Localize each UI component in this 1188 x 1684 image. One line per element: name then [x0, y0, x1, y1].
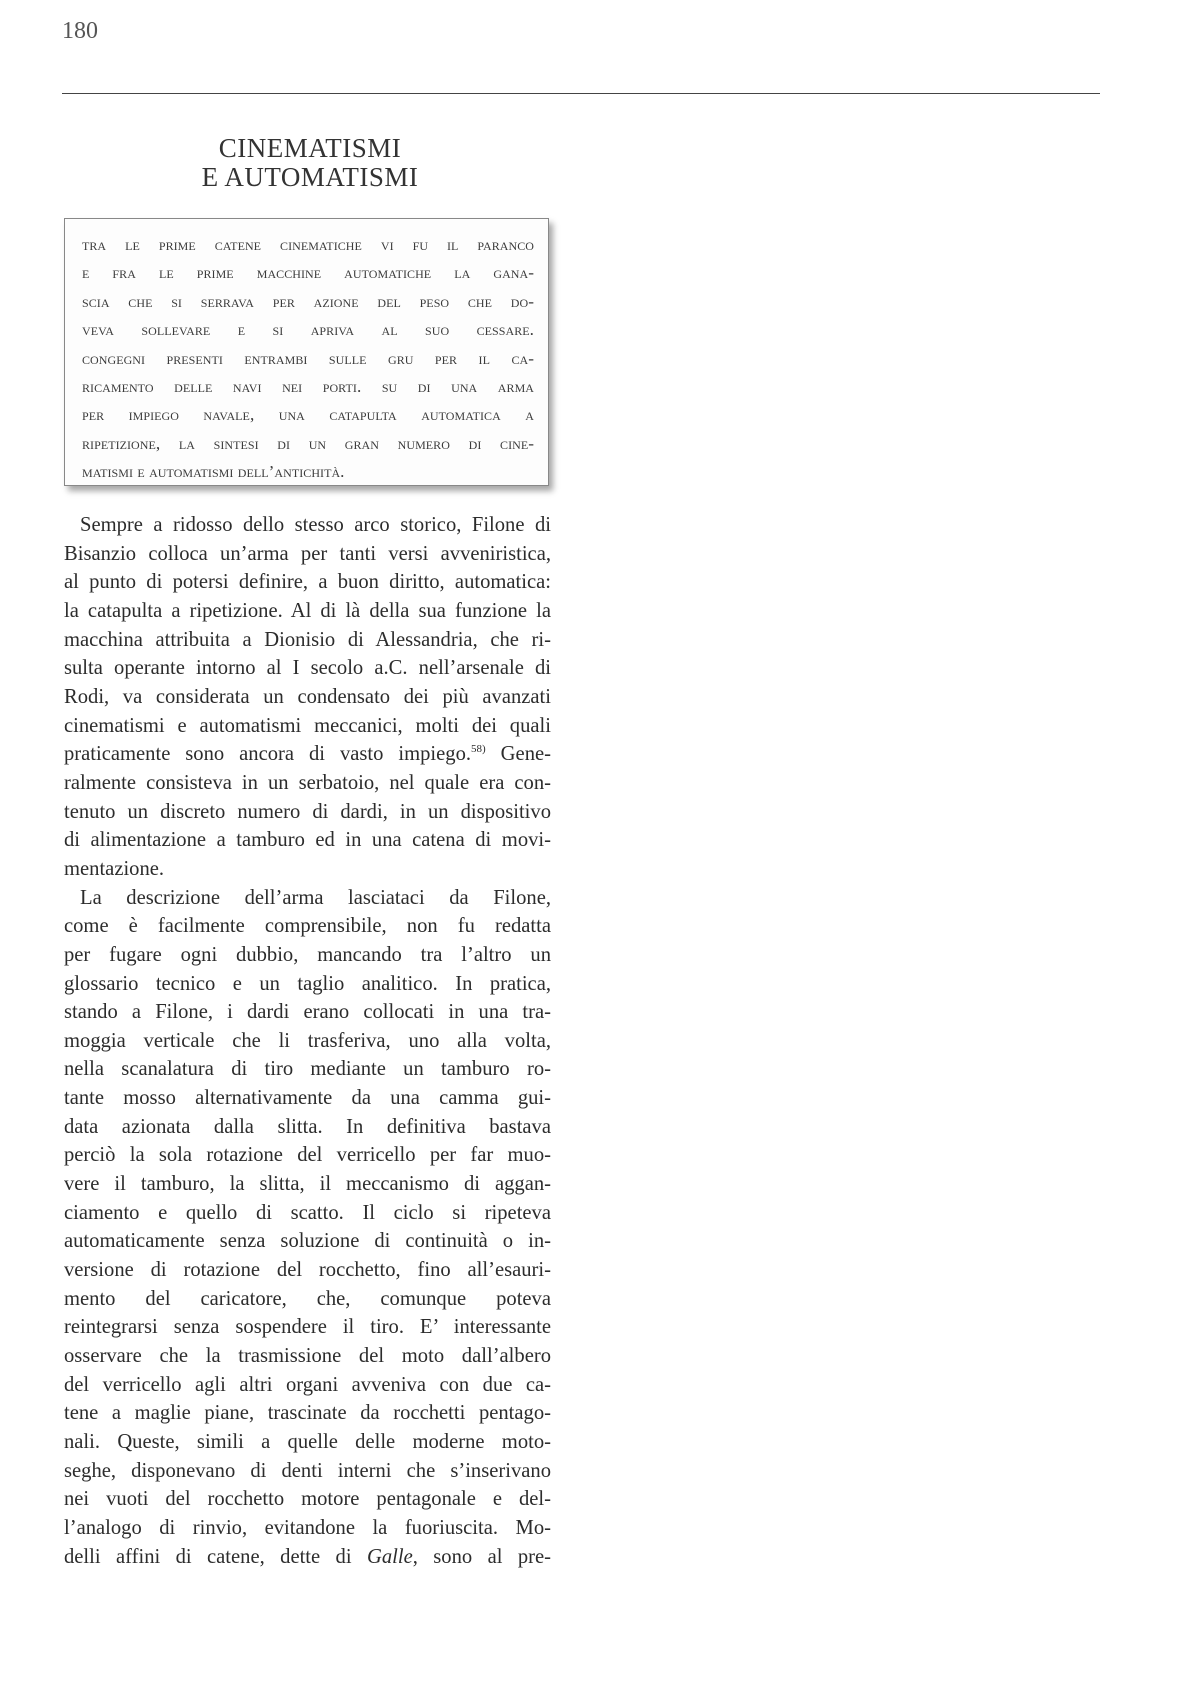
- text-line: vere il tamburo, la slitta, il meccanismo di aggan-: [64, 1173, 551, 1196]
- text-line: nali. Queste, simili a quelle delle moderne moto-: [64, 1431, 551, 1453]
- text-line: come è facilmente comprensibile, non fu redatta: [64, 915, 551, 938]
- abstract-line: ripetizione, la sintesi di un gran numero di cine-: [82, 433, 534, 453]
- text-segment: delli affini di catene, dette di: [64, 1545, 367, 1568]
- abstract-line: veva sollevare e si apriva al suo cessare.: [82, 320, 534, 340]
- chapter-title-line-1: CINEMATISMI: [218, 133, 402, 163]
- abstract-line: matismi e automatismi dell’antichità.: [82, 462, 345, 482]
- abstract-line: scia che si serrava per azione del peso che do-: [82, 291, 534, 311]
- text-line: reintegrarsi senza sospendere il tiro. E’ interessante: [64, 1316, 551, 1339]
- text-line: Bisanzio colloca un’arma per tanti versi avveniristica,: [64, 542, 551, 565]
- text-line: moggia verticale che li trasferiva, uno alla volta,: [64, 1029, 551, 1052]
- text-line: cinematismi e automatismi meccanici, molti dei quali: [64, 714, 551, 737]
- page-number: 180: [62, 18, 98, 44]
- text-line: La descrizione dell’arma lasciataci da Filone,: [80, 886, 551, 909]
- text-segment: Gene-: [485, 743, 551, 766]
- text-line: del verricello agli altri organi avveniva con due ca-: [64, 1373, 551, 1396]
- text-line: Rodi, va considerata un condensato dei più avanzati: [64, 685, 551, 708]
- text-line: al punto di potersi definire, a buon diritto, automatica:: [64, 571, 551, 594]
- body-text: [64, 511, 551, 1571]
- text-line: osservare che la trasmissione del moto dall’albero: [64, 1345, 551, 1368]
- text-line: tenuto un discreto numero di dardi, in un dispositivo: [64, 800, 551, 823]
- text-line: la catapulta a ripetizione. Al di là della sua funzione la: [64, 599, 551, 622]
- text-line: ciamento e quello di scatto. Il ciclo si ripeteva: [64, 1201, 551, 1224]
- text-line: glossario tecnico e un taglio analitico. In pratica,: [64, 972, 551, 995]
- text-line: tene a maglie piane, trascinate da rocchetti pentago-: [64, 1402, 551, 1425]
- text-line-with-italic: [64, 1543, 551, 1572]
- chapter-title: [100, 134, 520, 192]
- text-line: versione di rotazione del rocchetto, fino all’esauri-: [64, 1259, 551, 1282]
- text-line: perciò la sola rotazione del verricello per far muo-: [64, 1144, 551, 1167]
- abstract-line: tra le prime catene cinematiche vi fu il paranco: [82, 235, 534, 254]
- text-line: macchina attribuita a Dionisio di Alessandria, che ri-: [64, 628, 551, 651]
- text-line: l’analogo di rinvio, evitandone la fuoriuscita. Mo-: [64, 1516, 551, 1539]
- text-line: data azionata dalla slitta. In definitiva bastava: [64, 1115, 551, 1138]
- text-line: stando a Filone, i dardi erano collocati in una tra-: [64, 1001, 551, 1024]
- text-line: automaticamente senza soluzione di continuità o in-: [64, 1230, 551, 1253]
- paragraph-1: [64, 511, 551, 884]
- paragraph-2: [64, 884, 551, 1572]
- text-line: seghe, disponevano di denti interni che s’inserivano: [64, 1459, 551, 1482]
- text-line: mentazione.: [64, 857, 165, 880]
- abstract-line: per impiego navale, una catapulta automatica a: [82, 405, 534, 425]
- text-line: nella scanalatura di tiro mediante un tamburo ro-: [64, 1058, 551, 1081]
- abstract-line: ricamento delle navi nei porti. su di una arma: [82, 377, 534, 397]
- text-segment: , sono al pre-: [412, 1545, 551, 1568]
- text-line-with-footnote: [64, 740, 551, 769]
- italic-term: Galle: [366, 1545, 413, 1568]
- text-segment: praticamente sono ancora di vasto impiego.: [64, 743, 472, 766]
- text-line: Sempre a ridosso dello stesso arco storico, Filone di: [80, 514, 551, 536]
- text-line: sulta operante intorno al I secolo a.C. nell’arsenale di: [64, 657, 551, 680]
- text-line: mento del caricatore, che, comunque poteva: [64, 1287, 551, 1310]
- header-rule: [62, 93, 1100, 94]
- chapter-title-line-2: E AUTOMATISMI: [201, 162, 419, 192]
- abstract-line: e fra le prime macchine automatiche la gana-: [82, 263, 534, 283]
- text-line: di alimentazione a tamburo ed in una catena di movi-: [64, 829, 551, 852]
- text-line: per fugare ogni dubbio, mancando tra l’altro un: [64, 943, 551, 966]
- abstract-line: congegni presenti entrambi sulle gru per il ca-: [82, 348, 534, 368]
- abstract-box: [64, 218, 549, 486]
- text-line: tante mosso alternativamente da una camma gui-: [64, 1087, 551, 1110]
- text-line: ralmente consisteva in un serbatoio, nel quale era con-: [64, 771, 551, 794]
- footnote-reference[interactable]: 58): [471, 743, 486, 756]
- text-line: nei vuoti del rocchetto motore pentagonale e del-: [64, 1488, 551, 1511]
